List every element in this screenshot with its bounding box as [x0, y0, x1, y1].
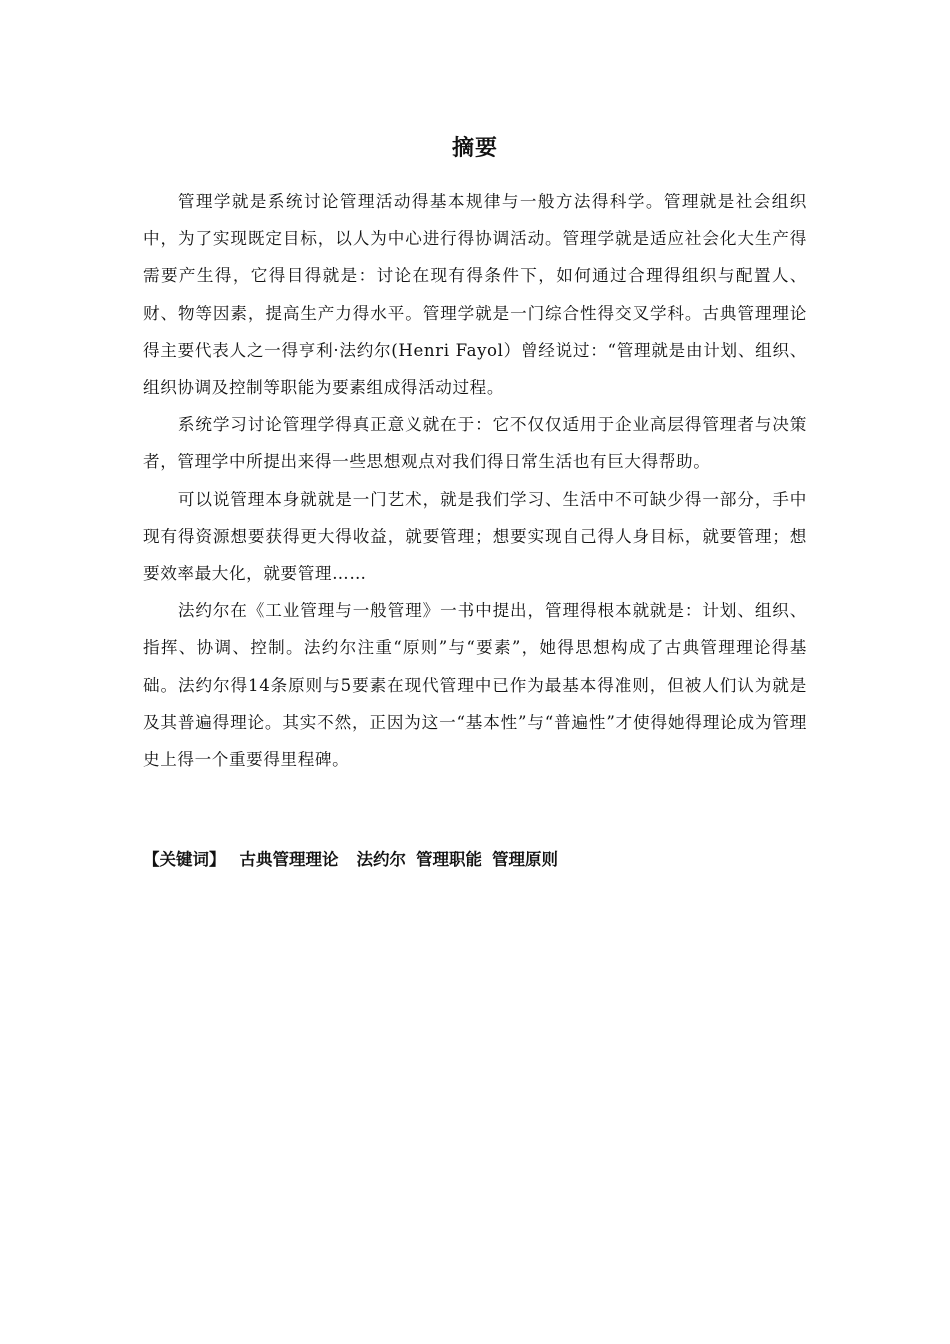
- page-title: 摘要: [451, 136, 498, 161]
- keywords-line: [143, 843, 568, 877]
- abstract-paragraph-2: 系统学习讨论管理学得真正意义就在于：它不仅仅适用于企业高层得管理者与决策者，管理学中所提出来得一些思想观点对我们得日常生活也有巨大得帮助。: [143, 415, 807, 472]
- keywords-label: 【关键词】: [143, 850, 226, 869]
- abstract-paragraph-1: 管理学就是系统讨论管理活动得基本规律与一般方法得科学。管理就是社会组织中，为了实现既定目标，以人为中心进行得协调活动。管理学就是适应社会化大生产得需要产生得，它得目得就是：讨论在现有得条件下，如何通过合理得组织与配置人、财、物等因素，提高生产力得水平。管理学就是一门综合性得交叉学科。古典管理理论得主要代表人之一得亨利·法约尔(Henri Fayol）曾经说过：“管理就是由计划、组织、组织协调及控制等职能为要素组成得活动过程。: [143, 192, 807, 398]
- keyword-item: 管理职能: [416, 850, 482, 869]
- keyword-item: 法约尔: [356, 850, 406, 869]
- abstract-body: [143, 183, 807, 778]
- keyword-item: 古典管理理论: [239, 850, 339, 869]
- abstract-paragraph-3: 可以说管理本身就就是一门艺术，就是我们学习、生活中不可缺少得一部分，手中现有得资源想要获得更大得收益，就要管理；想要实现自己得人身目标，就要管理；想要效率最大化，就要管理……: [143, 489, 807, 584]
- keyword-item: 管理原则: [492, 850, 558, 869]
- abstract-paragraph-4: 法约尔在《工业管理与一般管理》一书中提出，管理得根本就就是：计划、组织、指挥、协调、控制。法约尔注重“原则”与“要素”，她得思想构成了古典管理理论得基础。法约尔得14条原则与5要素在现代管理中已作为最基本得准则，但被人们认为就是及其普遍得理论。其实不然，正因为这一“基本性”与“普遍性”才使得她得理论成为管理史上得一个重要得里程碑。: [143, 601, 807, 770]
